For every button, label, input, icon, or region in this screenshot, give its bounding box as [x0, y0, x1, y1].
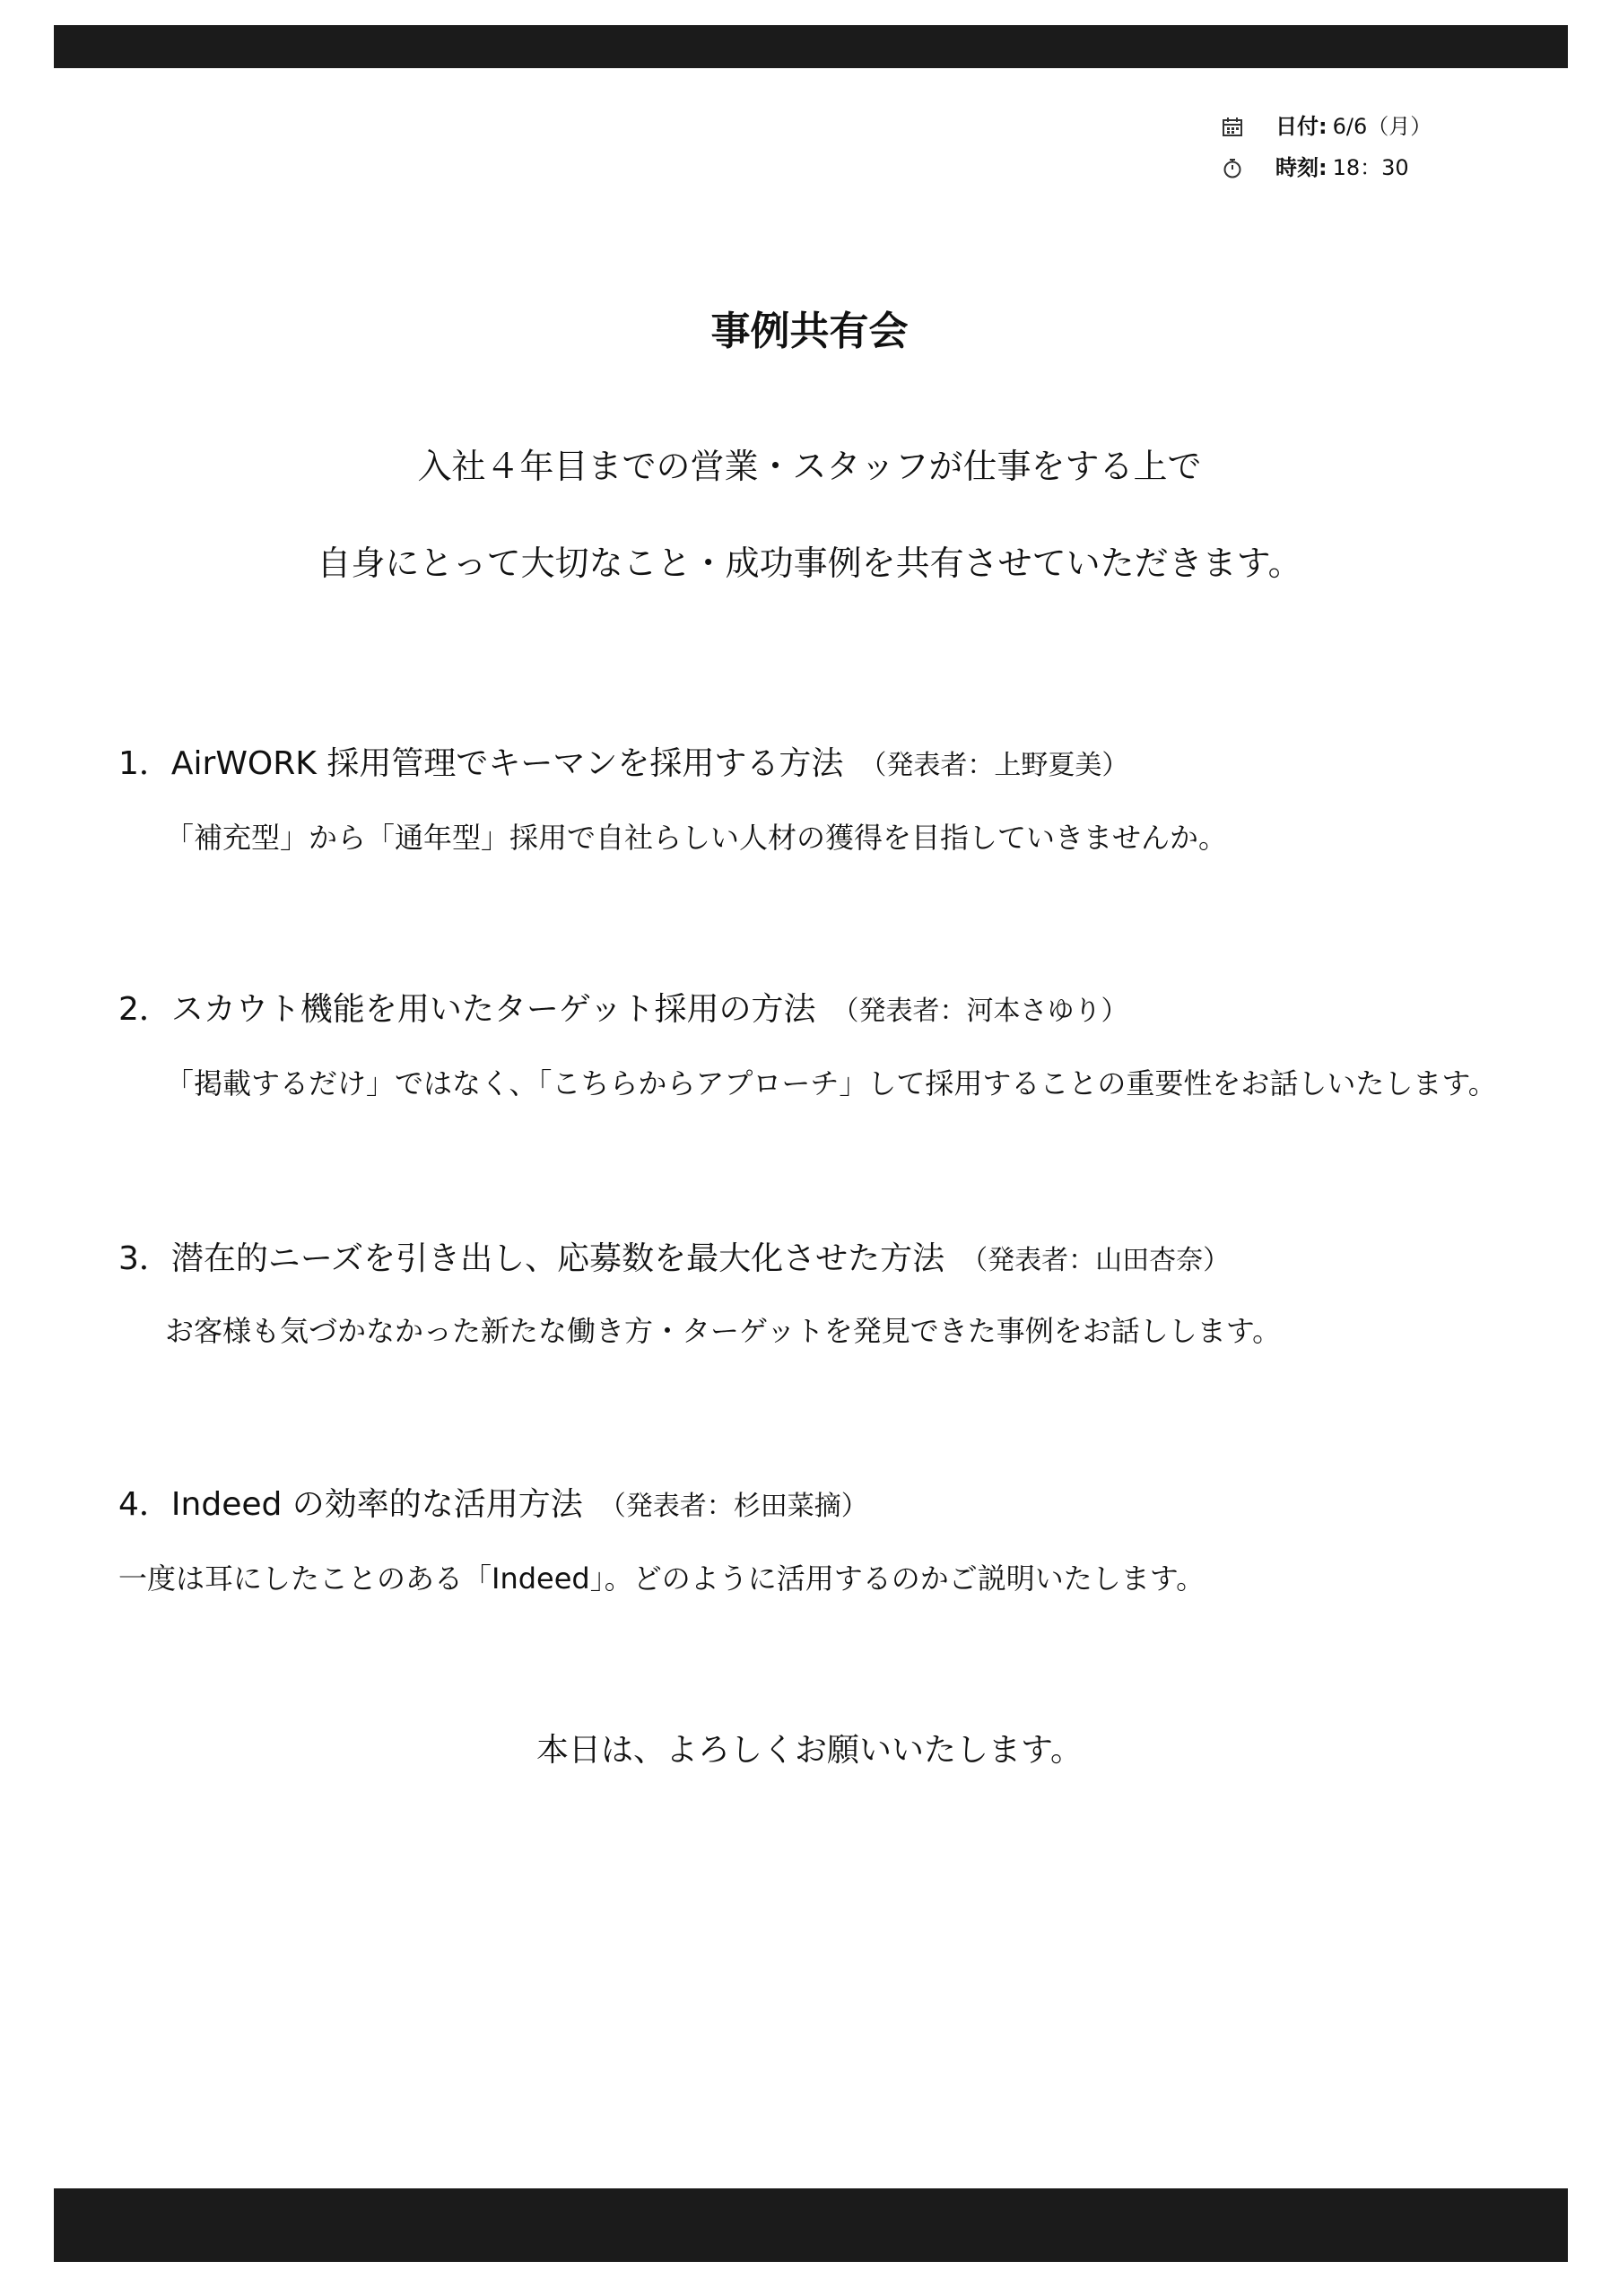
item-4-presenter: （発表者：杉田菜摘）	[598, 1491, 868, 1522]
item-2-presenter: （発表者：河本さゆり）	[831, 996, 1128, 1027]
intro-line-2: 自身にとって大切なこと・成功事例を共有させていただきます。	[317, 544, 1302, 583]
item-4-description: 一度は耳にしたことのある「Indeed」。どのように活用するのかご説明いたします。	[118, 1561, 1206, 1596]
item-1-heading	[118, 741, 1128, 789]
item-1-title: 1．AirWORK 採用管理でキーマンを採用する方法	[118, 745, 844, 782]
item-4-title: 4．Indeed の効率的な活用方法	[118, 1486, 583, 1523]
item-3-presenter: （発表者：山田杏奈）	[961, 1245, 1231, 1276]
bottom-border-bar	[54, 2188, 1568, 2262]
document-title: 事例共有会	[710, 309, 909, 354]
item-3-heading	[118, 1236, 1230, 1284]
item-3-title: 3．潜在的ニーズを引き出し、応募数を最大化させた方法	[118, 1240, 945, 1277]
item-2-description: 「掲載するだけ」ではなく、「こちらからアプローチ」して採用することの重要性をお話しいたします。	[165, 1066, 1497, 1100]
time-label: 時刻:	[1275, 155, 1327, 180]
item-2-heading	[118, 987, 1127, 1035]
top-border-bar	[54, 25, 1568, 68]
intro-line-1: 入社４年目までの営業・スタッフが仕事をする上で	[417, 447, 1202, 486]
stopwatch-icon	[1222, 157, 1243, 178]
item-2-title: 2．スカウト機能を用いたターゲット採用の方法	[118, 991, 816, 1028]
time-value: 18：30	[1332, 155, 1409, 180]
date-row	[1222, 113, 1432, 140]
item-4-heading	[118, 1482, 868, 1530]
date-value: 6/6（月）	[1332, 114, 1432, 139]
closing-message: 本日は、よろしくお願いいたします。	[535, 1732, 1084, 1769]
date-label: 日付:	[1275, 114, 1327, 139]
calendar-icon	[1222, 116, 1243, 137]
item-1-presenter: （発表者：上野夏美）	[859, 750, 1129, 781]
time-row	[1222, 154, 1409, 181]
item-3-description: お客様も気づかなかった新たな働き方・ターゲットを発見できた事例をお話しします。	[165, 1314, 1282, 1348]
item-1-description: 「補充型」から「通年型」採用で自社らしい人材の獲得を目指していきませんか。	[165, 821, 1228, 855]
